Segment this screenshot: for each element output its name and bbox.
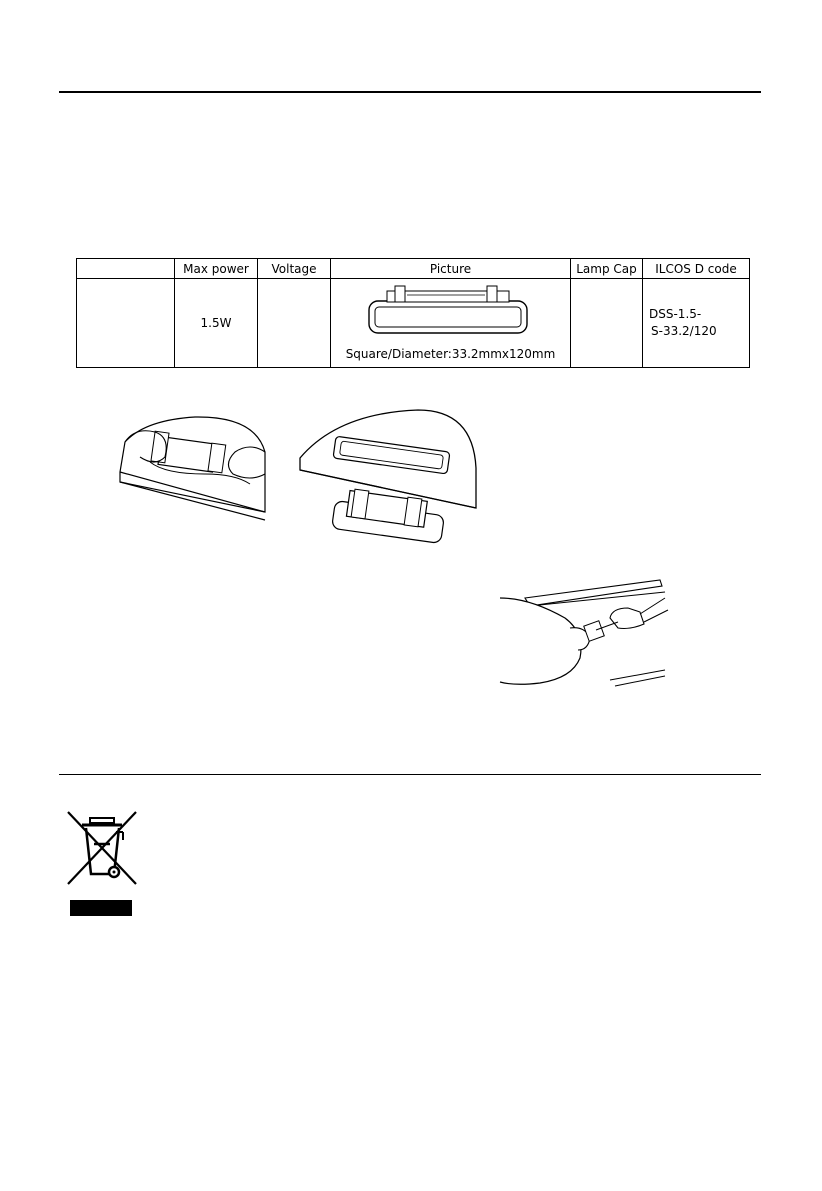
cell-ilcos-code [643,279,750,368]
cell-voltage [258,279,331,368]
ilcos-line-2: S-33.2/120 [651,324,717,338]
header-model [77,259,175,279]
header-voltage: Voltage [258,259,331,279]
section-rule [59,774,761,775]
cell-picture [331,279,571,368]
ilcos-line-1: DSS-1.5- [649,307,702,321]
spec-table-row [77,279,750,368]
spec-table-header-row [77,259,750,279]
header-picture: Picture [331,259,571,279]
header-max-power: Max power [175,259,258,279]
cell-model [77,279,175,368]
lamp-housing-removed-illustration [298,408,480,550]
crossed-out-wheelie-bin-icon [66,810,138,918]
header-lamp-cap: Lamp Cap [571,259,643,279]
hands-removing-lamp-illustration [115,412,275,522]
cell-max-power: 1.5W [175,279,258,368]
header-ilcos-code: ILCOS D code [643,259,750,279]
spec-table [76,258,750,368]
lamp-module-image [367,285,529,337]
top-rule [59,91,761,93]
cell-lamp-cap [571,279,643,368]
hand-disconnecting-connector-illustration [500,578,670,690]
picture-caption: Square/Diameter:33.2mmx120mm [345,347,556,361]
